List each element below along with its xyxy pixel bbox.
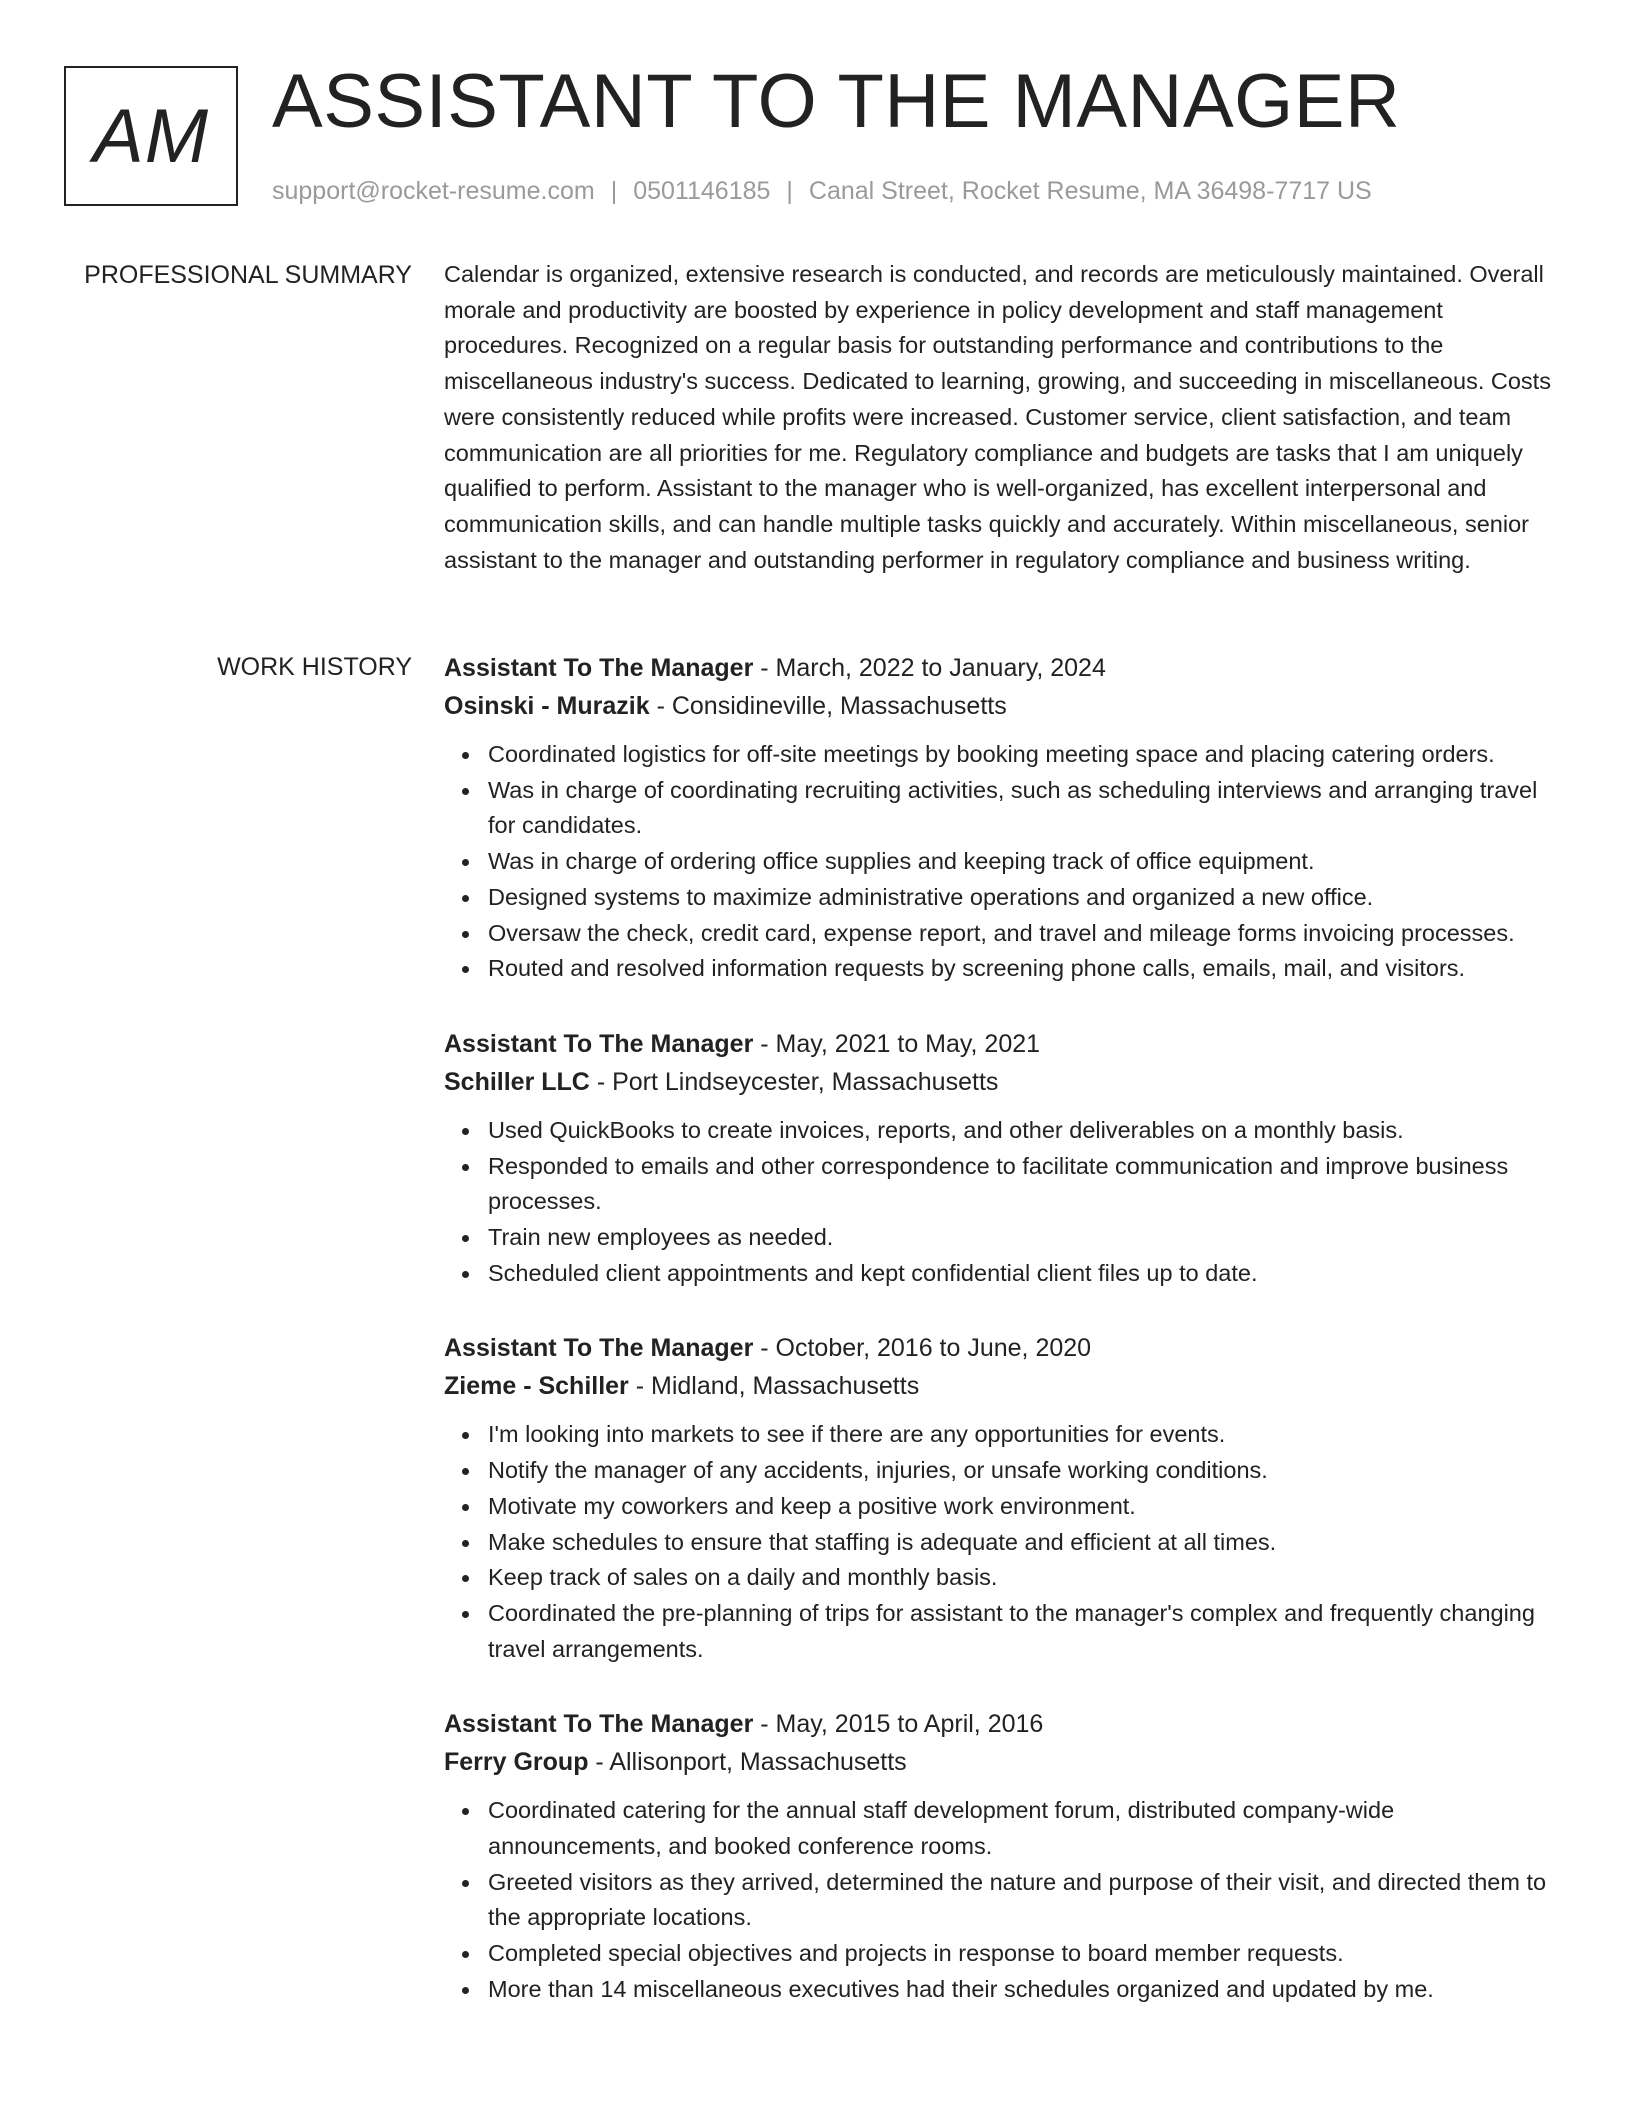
- job-company: Osinski - Murazik: [444, 692, 650, 720]
- job-bullet: Completed special objectives and projects in response to board member requests.: [488, 1936, 1562, 1972]
- work-history-list: [444, 649, 1562, 2046]
- job-company: Schiller LLC: [444, 1067, 590, 1096]
- monogram-badge: [64, 66, 238, 206]
- job-title-line: [444, 1705, 1562, 1743]
- monogram-initials: AM: [93, 93, 209, 179]
- job-company-line: [444, 1063, 1562, 1101]
- job-bullet: Notify the manager of any accidents, injuries, or unsafe working conditions.: [488, 1453, 1562, 1489]
- work-history-heading: WORK HISTORY: [217, 653, 412, 681]
- job-bullets: [444, 1113, 1562, 1292]
- job-bullet: Greeted visitors as they arrived, determined the nature and purpose of their visit, and directed them to the appropriate locations.: [488, 1865, 1562, 1936]
- contact-address: Canal Street, Rocket Resume, MA 36498-7717 US: [808, 177, 1372, 205]
- resume-name: ASSISTANT TO THE MANAGER: [272, 59, 1401, 144]
- job-bullet: Oversaw the check, credit card, expense report, and travel and mileage forms invoicing processes.: [488, 916, 1562, 952]
- job-bullets: [444, 1417, 1562, 1667]
- contact-email: support@rocket-resume.com: [272, 177, 595, 205]
- job-dates: - March, 2022 to January, 2024: [753, 654, 1106, 682]
- job-entry: [444, 1025, 1562, 1292]
- job-bullets: [444, 1793, 1562, 2007]
- job-bullet: Coordinated the pre-planning of trips for assistant to the manager's complex and frequently changing travel arrangements.: [488, 1596, 1562, 1667]
- job-bullets: [444, 737, 1562, 987]
- job-location: - Port Lindseycester, Massachusetts: [589, 1067, 999, 1096]
- job-title: Assistant To The Manager: [444, 1029, 754, 1058]
- job-bullet: Was in charge of ordering office supplies and keeping track of office equipment.: [488, 844, 1562, 880]
- contact-phone: 0501146185: [633, 177, 771, 205]
- job-company-line: [444, 687, 1562, 725]
- job-entry: [444, 1705, 1562, 2007]
- job-dates: - May, 2015 to April, 2016: [753, 1710, 1044, 1739]
- job-entry: [444, 1329, 1562, 1667]
- job-company-line: [444, 1367, 1562, 1405]
- job-bullet: Used QuickBooks to create invoices, reports, and other deliverables on a monthly basis.: [488, 1113, 1562, 1149]
- job-bullet: Coordinated catering for the annual staff development forum, distributed company-wide announcements, and booked conference rooms.: [488, 1793, 1562, 1864]
- contact-separator: |: [786, 177, 793, 205]
- job-location: - Midland, Massachusetts: [628, 1372, 920, 1401]
- summary-body: [444, 257, 1562, 578]
- job-title-line: [444, 1025, 1562, 1063]
- job-dates: - May, 2021 to May, 2021: [753, 1029, 1041, 1058]
- job-bullet: Designed systems to maximize administrative operations and organized a new office.: [488, 880, 1562, 916]
- summary-text: Calendar is organized, extensive research is conducted, and records are meticulously maintained. Overall morale and productivity are boosted by experience in policy development and staff management procedures. Recognized on a regular basis for outstanding performance and contributions to the miscellaneous industry's success. Dedicated to learning, growing, and succeeding in miscellaneous. Costs were consistently reduced while profits were increased. Customer service, client satisfaction, and team communication are all priorities for me. Regulatory compliance and budgets are tasks that I am uniquely qualified to perform. Assistant to the manager who is well-organized, has excellent interpersonal and communication skills, and can handle multiple tasks quickly and accurately. Within miscellaneous, senior assistant to the manager and outstanding performer in regulatory compliance and business writing.: [444, 261, 1551, 573]
- job-bullet: More than 14 miscellaneous executives had their schedules organized and updated by me.: [488, 1972, 1562, 2008]
- job-bullet: Was in charge of coordinating recruiting activities, such as scheduling interviews and arranging travel for candidates.: [488, 773, 1562, 844]
- contact-separator: |: [610, 177, 618, 205]
- job-title-line: [444, 1329, 1562, 1367]
- job-location: - Considineville, Massachusetts: [649, 692, 1007, 720]
- job-entry: [444, 649, 1562, 987]
- job-bullet: Coordinated logistics for off-site meetings by booking meeting space and placing catering orders.: [488, 737, 1562, 773]
- job-location: - Allisonport, Massachusetts: [588, 1748, 907, 1777]
- job-bullet: Keep track of sales on a daily and monthly basis.: [488, 1560, 1562, 1596]
- job-company: Zieme - Schiller: [444, 1372, 629, 1401]
- contact-line: [272, 176, 1372, 206]
- summary-heading: PROFESSIONAL SUMMARY: [84, 261, 412, 289]
- job-title: Assistant To The Manager: [444, 1710, 754, 1739]
- job-bullet: Make schedules to ensure that staffing is adequate and efficient at all times.: [488, 1525, 1562, 1561]
- job-company: Ferry Group: [444, 1748, 589, 1777]
- job-bullet: I'm looking into markets to see if there are any opportunities for events.: [488, 1417, 1562, 1453]
- job-title: Assistant To The Manager: [444, 654, 754, 682]
- job-bullet: Scheduled client appointments and kept confidential client files up to date.: [488, 1256, 1562, 1292]
- job-bullet: Motivate my coworkers and keep a positive work environment.: [488, 1489, 1562, 1525]
- job-bullet: Train new employees as needed.: [488, 1220, 1562, 1256]
- job-title: Assistant To The Manager: [444, 1334, 754, 1363]
- job-bullet: Routed and resolved information requests by screening phone calls, emails, mail, and visitors.: [488, 951, 1562, 987]
- job-bullet: Responded to emails and other correspondence to facilitate communication and improve business processes.: [488, 1149, 1562, 1220]
- job-title-line: [444, 649, 1562, 687]
- job-dates: - October, 2016 to June, 2020: [753, 1334, 1092, 1363]
- job-company-line: [444, 1743, 1562, 1781]
